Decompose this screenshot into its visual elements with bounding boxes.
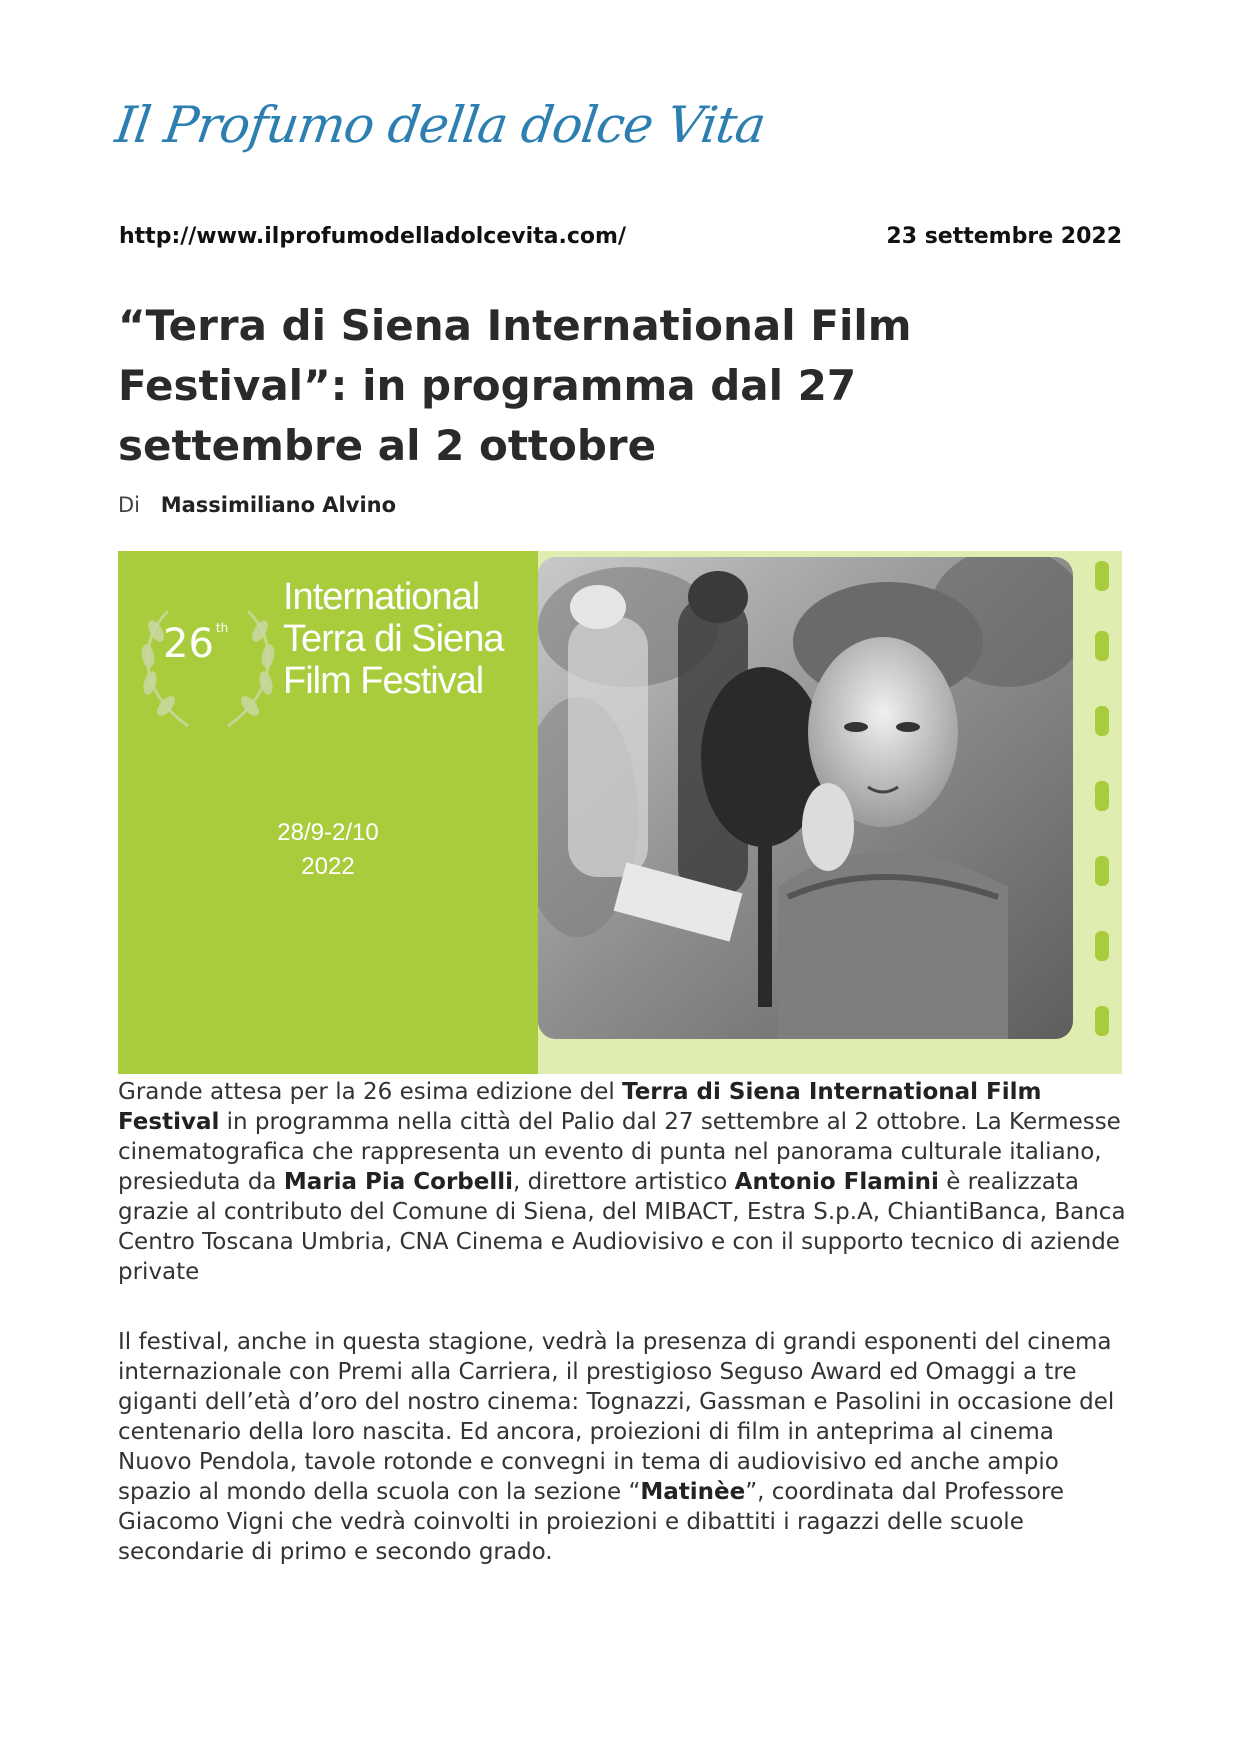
headline-line: “Terra di Siena International Film [118, 301, 912, 350]
edition-number-value: 26 [163, 621, 214, 667]
paragraph-text: ”, coordinata dal Professore Giacomo Vigni che vedrà coinvolti in proiezioni e dibattiti i ragazzi delle scuole secondarie di primo e secondo grado. [118, 1479, 1064, 1565]
festival-poster-image [118, 551, 1122, 1074]
film-sprocket [1095, 931, 1109, 961]
festival-name-line: International [283, 576, 480, 618]
publication-date: 23 settembre 2022 [886, 224, 1122, 249]
paragraph-text: , direttore artistico [513, 1169, 735, 1195]
site-logo [111, 96, 769, 186]
film-sprocket [1095, 856, 1109, 886]
president-name: Maria Pia Corbelli [283, 1169, 514, 1195]
byline-author: Massimiliano Alvino [160, 493, 397, 517]
source-url: http://www.ilprofumodelladolcevita.com/ [119, 224, 626, 249]
article-paragraph [118, 1077, 1128, 1287]
film-sprocket [1095, 706, 1109, 736]
photo-woman-with-mirror [538, 557, 1073, 1039]
festival-name-line: Terra di Siena [283, 618, 504, 660]
headline-line: settembre al 2 ottobre [118, 421, 657, 470]
edition-suffix: th [215, 621, 229, 635]
festival-dates [263, 816, 393, 884]
paragraph-text: Grande attesa per la 26 esima edizione del [118, 1079, 623, 1105]
article-paragraph [118, 1327, 1128, 1567]
edition-number [163, 621, 228, 667]
section-name-bold: Matinèe [640, 1479, 746, 1505]
festival-year: 2022 [301, 853, 355, 880]
paragraph-text: in programma nella città del Palio dal 27 settembre al 2 ottobre. La Kermesse cinematografica che rappresenta un evento di punta nel panorama culturale italiano, presieduta da [118, 1109, 1121, 1195]
byline [118, 493, 396, 517]
film-sprocket [1095, 631, 1109, 661]
festival-date-range: 28/9-2/10 [277, 819, 379, 846]
film-strip [538, 551, 1122, 1074]
headline-line: Festival”: in programma dal 27 [118, 361, 857, 410]
paragraph-text: Il festival, anche in questa stagione, vedrà la presenza di grandi esponenti del cinema internazionale con Premi alla Carriera, il prestigioso Seguso Award ed Omaggi a tre giganti dell’età d’oro del nostro cinema: Tognazzi, Gassman e Pasolini in occasione del centenario della loro nascita. Ed ancora, proiezioni di film in anteprima al cinema Nuovo Pendola, tavole rotonde e convegni in tema di audiovisivo ed anche ampio spazio al mondo della scuola con la sezione “ [118, 1329, 1115, 1505]
article-headline [118, 296, 1118, 476]
film-sprocket [1095, 1006, 1109, 1036]
paragraph-text: è realizzata grazie al contributo del Comune di Siena, del MIBACT, Estra S.p.A, ChiantiBanca, Banca Centro Toscana Umbria, CNA Cinema e Audiovisivo e con il supporto tecnico di aziende private [118, 1169, 1126, 1285]
byline-prefix: Di [118, 493, 141, 517]
meta-row [119, 224, 1122, 258]
festival-name [283, 576, 503, 702]
film-sprocket [1095, 781, 1109, 811]
festival-name-bold: Terra di Siena International Film Festival [118, 1079, 1042, 1135]
festival-name-line: Film Festival [283, 660, 484, 702]
director-name: Antonio Flamini [734, 1169, 939, 1195]
poster-info-panel [118, 551, 538, 1074]
film-sprocket [1095, 561, 1109, 591]
site-logo-text: Il Profumo della dolce Vita [111, 96, 769, 154]
